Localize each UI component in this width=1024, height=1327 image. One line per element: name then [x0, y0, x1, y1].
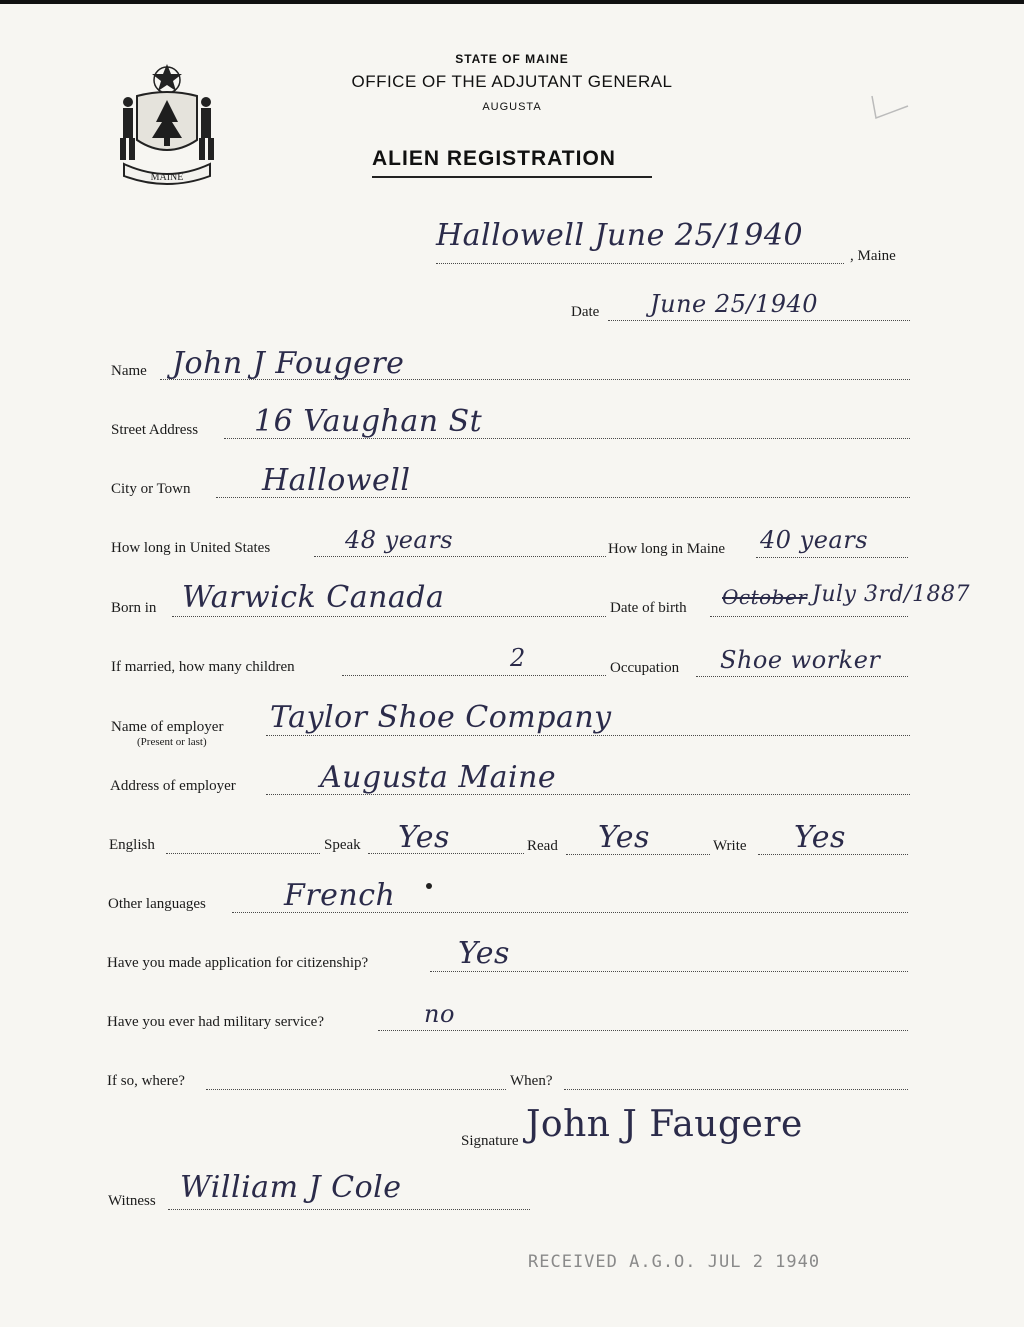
employer-address-value: Augusta Maine	[320, 760, 557, 795]
signature-label: Signature	[461, 1133, 519, 1149]
born-label: Born in	[111, 600, 157, 616]
name-value: John J Fougere	[172, 346, 405, 381]
employer-label: Name of employer	[111, 719, 224, 735]
military-dots	[378, 1030, 908, 1031]
form-title: ALIEN REGISTRATION	[372, 147, 616, 170]
name-label: Name	[111, 363, 147, 379]
other-languages-value: French	[284, 878, 396, 913]
witness-label: Witness	[108, 1193, 156, 1209]
military-label: Have you ever had military service?	[107, 1014, 324, 1030]
english-dots	[166, 853, 320, 854]
read-label: Read	[527, 838, 558, 854]
citizenship-label: Have you made application for citizenship?	[107, 955, 369, 971]
maine-time-label: How long in Maine	[608, 541, 726, 557]
maine-time-dots	[756, 557, 908, 558]
occupation-dots	[696, 676, 908, 677]
signature-value: John J Faugere	[526, 1104, 803, 1145]
seal-motto: MAINE	[150, 172, 184, 183]
born-dots	[172, 616, 606, 617]
employer-address-label: Address of employer	[110, 778, 236, 794]
header-city: AUGUSTA	[482, 101, 542, 113]
witness-value: William J Cole	[180, 1170, 402, 1205]
us-time-label: How long in United States	[111, 540, 271, 556]
occupation-value: Shoe worker	[720, 646, 881, 674]
date-value: June 25/1940	[650, 290, 819, 318]
date-dots	[608, 320, 910, 321]
speak-label: Speak	[324, 837, 361, 853]
citizenship-value: Yes	[458, 936, 510, 971]
city-label: City or Town	[111, 481, 191, 497]
dob-value: July 3rd/1887	[812, 582, 970, 607]
scan-edge	[0, 0, 1024, 4]
children-label: If married, how many children	[111, 659, 295, 675]
ink-dot	[426, 883, 432, 889]
street-value: 16 Vaughan St	[254, 404, 483, 439]
citizenship-dots	[430, 971, 908, 972]
place-dots	[436, 263, 844, 264]
employer-dots	[266, 735, 910, 736]
when-dots	[564, 1089, 908, 1090]
title-underline	[372, 176, 652, 178]
us-time-value: 48 years	[345, 526, 454, 554]
employer-sublabel: (Present or last)	[137, 736, 207, 748]
born-value: Warwick Canada	[182, 580, 445, 615]
dob-dots	[710, 616, 908, 617]
check-mark-icon	[868, 92, 912, 124]
where-dots	[206, 1089, 506, 1090]
state-seal-icon	[112, 60, 222, 190]
write-value: Yes	[794, 820, 846, 855]
read-value: Yes	[598, 820, 650, 855]
dob-label: Date of birth	[610, 600, 687, 616]
street-label: Street Address	[111, 422, 199, 438]
employer-value: Taylor Shoe Company	[270, 700, 612, 735]
place-value: Hallowell June 25/1940	[436, 218, 804, 253]
dob-struck-value: October	[722, 585, 808, 609]
city-value: Hallowell	[262, 463, 411, 498]
english-label: English	[109, 837, 155, 853]
us-time-dots	[314, 556, 606, 557]
place-suffix: , Maine	[850, 248, 896, 264]
header-office: OFFICE OF THE ADJUTANT GENERAL	[351, 72, 673, 91]
children-dots	[342, 675, 606, 676]
date-label: Date	[571, 304, 600, 320]
military-value: no	[424, 1000, 455, 1028]
speak-value: Yes	[398, 820, 450, 855]
write-label: Write	[713, 838, 747, 854]
witness-dots	[168, 1209, 530, 1210]
header-state: STATE OF MAINE	[455, 52, 569, 66]
when-label: When?	[510, 1073, 553, 1089]
occupation-label: Occupation	[610, 660, 680, 676]
children-value: 2	[510, 644, 526, 672]
other-languages-label: Other languages	[108, 896, 206, 912]
received-stamp: RECEIVED A.G.O. JUL 2 1940	[528, 1252, 821, 1272]
where-label: If so, where?	[107, 1073, 185, 1089]
maine-time-value: 40 years	[760, 526, 869, 554]
